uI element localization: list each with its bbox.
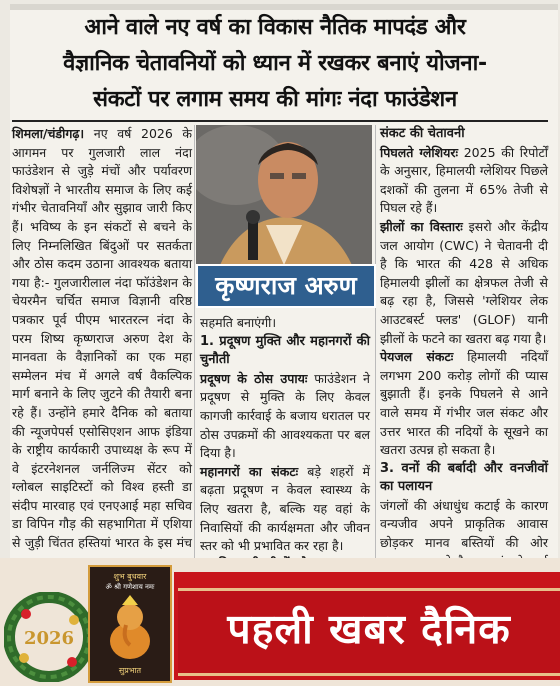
paragraph-lakes: इसरो और केंद्रीय जल आयोग (CWC) ने चेतावनी दी है कि भारत की 428 से अधिक हिमालयी झीलों का क्षेत्रफल तेजी से बढ़ रहा है, जिससे 'ग्लेशियर लेक आउटबर्स्ट फ्लड' (GLOF) यानी झीलों के फटने का खतरा बढ़ गया है। bbox=[380, 218, 548, 346]
portrait-image bbox=[196, 125, 372, 275]
column-divider bbox=[375, 125, 376, 565]
article-column-2 bbox=[200, 314, 370, 574]
column-1-body: नए वर्ष 2026 के आगमन पर गुलजारी लाल नंदा फाउंडेशन से जुड़े मंचों और पर्यावरण विशेषज्ञों ने भारतीय समाज के लिए कई गंभीर चेतावनियाँ और सुझाव जारी किए हैं। भविष्य के इन संकटों से बचने के लिए निम्नलिखित बिंदुओं पर सतर्कता और ठोस कदम उठाना आवश्यक बताया गया है:- गुलजारीलाल नंदा फॉउंडेशन के चेयरमैन चर्चित समाज विज्ञानी वरिष्ठ पत्रकार पूर्व पीएम भारतरत्न नंदा के परम शिष्य कृष्णराज अरुण देश के मानवता के वैज्ञानिकों का एक महा सम्मेलन मंच में अगले वर्ष वैकल्पिक मार्ग बनाने के लिए जुटने की तैयारी बना रहे हैं। उन्होंने हमारे दैनिक को बताया की न्यूजपेपर्स एसोसिएशन आफ इंडिया के राष्ट्रीय कार्यकारी उपाध्यक्ष के रूप में वे इंटरनेशनल जर्नलिज्म सेंटर को ग्लोबल साइटिस्टों को विश्व हस्ती डा संदीप मारवाह एवं एनएआई महा सचिव डा विपिन गौड़ की सहभागिता में एशिया से जुड़ी चिंतत हस्तियां भारत के इस मंच bbox=[12, 126, 193, 551]
subheading-forests: 3. वनों की बर्बादी और वनजीवों का पलायन bbox=[380, 460, 548, 495]
ganesha-icon bbox=[104, 595, 156, 661]
greeting-card bbox=[88, 565, 172, 683]
column-2-intro: सहमति बनाएंगी। bbox=[200, 315, 277, 330]
keyword-glaciers: पिघलते ग्लेशियरः bbox=[380, 144, 459, 160]
greeting-morning: सुप्रभात bbox=[118, 666, 142, 675]
paragraph-metro-crisis: बड़े शहरों में बढ़ता प्रदूषण न केवल स्वास्थ्य के लिए खतरा है, बल्कि यह वहां के निवासियों की कार्यक्षमता और जीवन स्तर को भी प्रभावित कर रहा है। bbox=[200, 463, 370, 554]
brand-name: पहली खबर दैनिक bbox=[227, 605, 511, 653]
portrait-photo bbox=[196, 125, 372, 275]
article-column-1 bbox=[12, 125, 192, 571]
keyword-metro-crisis: महानगरों का संकटः bbox=[200, 463, 299, 479]
headline-line-3: संकटों पर लगाम समय की मांगः नंदा फाउंडेशन bbox=[93, 87, 457, 112]
paragraph-forests: जंगलों की अंधाधुंध कटाई के कारण वन्यजीव अपने प्राकृतिक आवास छोड़कर मानव बस्तियों की ओर bbox=[380, 497, 548, 551]
greeting-day: शुभ बुधवार bbox=[113, 572, 147, 581]
headline bbox=[10, 10, 540, 118]
year-label: 2026 bbox=[23, 628, 75, 649]
article-column-3 bbox=[380, 125, 548, 590]
photo-caption: कृष्णराज अरुण bbox=[196, 264, 376, 308]
keyword-pollution-measures: प्रदूषण के ठोस उपायः bbox=[200, 370, 308, 386]
dateline: शिमला/चंडीगढ़। bbox=[12, 126, 85, 141]
keyword-water-crisis: पेयजल संकटः bbox=[380, 349, 454, 365]
new-year-wreath-icon bbox=[4, 592, 94, 682]
paragraph-glaciers: 2025 की रिपोर्टों के अनुसार, हिमालयी ग्लेशियर पिछले दशकों की तुलना में 65% तेजी से पिघल रहे हैं। bbox=[380, 144, 548, 216]
headline-rule bbox=[12, 120, 548, 122]
greeting-mantra: ॐ श्री गणेशाय नमः bbox=[105, 583, 155, 591]
column-divider bbox=[194, 125, 195, 565]
paragraph-water-crisis: हिमालयी नदियाँ लगभग 200 करोड़ लोगों की प्यास बुझाती हैं। इनके पिघलने से आने वाले समय में गंभीर जल संकट और उत्तर भारत की नदियों के सूखने का खतरा उत्पन्न हो सकता है। bbox=[380, 349, 548, 458]
headline-line-1: आने वाले नए वर्ष का विकास नैतिक मापदंड और bbox=[84, 15, 466, 40]
headline-line-2: वैज्ञानिक चेतावनियों को ध्यान में रखकर बनाएं योजना- bbox=[63, 51, 487, 76]
subheading-pollution: 1. प्रदूषण मुक्ति और महानगरों की चुनौती bbox=[200, 333, 370, 368]
keyword-lakes: झीलों का विस्तारः bbox=[380, 218, 463, 234]
paragraph-pollution-measures: फाउंडेशन ने प्रदूषण से मुक्ति के लिए केवल कागजी कार्रवाई के बजाय धरातल पर ठोस उपक्रमों की आवश्यकता पर बल दिया है। bbox=[200, 370, 370, 461]
subheading-continued: संकट की चेतावनी bbox=[380, 126, 465, 141]
